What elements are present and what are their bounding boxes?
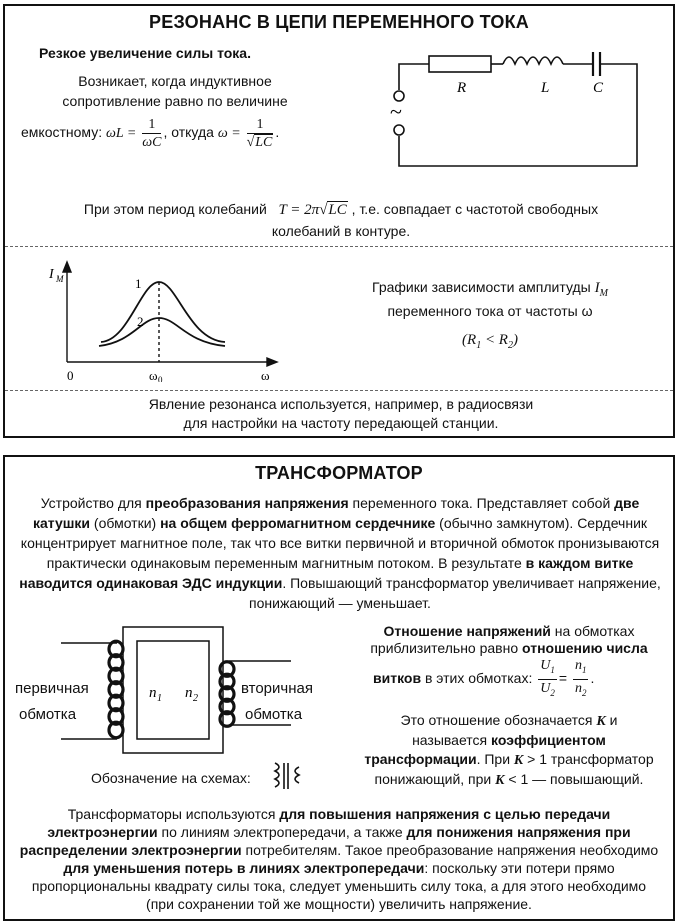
text-segment: преобразования напряжения [145, 495, 349, 511]
curve-1 [101, 282, 225, 342]
rlc-circuit-diagram [385, 44, 645, 172]
capacitor-label: C [593, 80, 604, 96]
section-divider-2 [5, 390, 673, 391]
formula-prefix: емкостному: [21, 124, 103, 141]
secondary-coil-icon [220, 662, 234, 727]
resistor-icon [429, 56, 491, 72]
formula-omega-eq: ω = [217, 126, 241, 142]
n1-sub: 1 [157, 693, 162, 704]
resonance-subtitle: Резкое увеличение силы тока. [39, 45, 251, 61]
x-axis-arrow [267, 358, 277, 366]
origin-label: 0 [67, 368, 74, 382]
omega0-sub: 0 [158, 375, 163, 382]
symbol-label: Обозначение на схемах: [91, 770, 251, 786]
resonance-title: РЕЗОНАНС В ЦЕПИ ПЕРЕМЕННОГО ТОКА [149, 12, 529, 32]
y-axis-arrow [63, 262, 71, 272]
text-segment: Устройство для [40, 495, 146, 511]
transformer-title: ТРАНСФОРМАТОР [255, 463, 423, 483]
source-terminal-bottom [394, 125, 404, 135]
omega0-label: ω [149, 368, 158, 382]
period-line: При этом период колебаний T = 2π√LC , т.е. совпадает с частотой свободных [83, 201, 599, 218]
section-divider [5, 246, 673, 247]
secondary-label-1: вторичная [241, 680, 313, 697]
resonance-text-line2: сопротивление равно по величине [62, 93, 288, 109]
primary-label-1: первичная [15, 680, 89, 697]
formula-mid-text: , откуда [163, 124, 214, 141]
curve-2-label: 2 [137, 314, 144, 329]
text-segment: Трансформаторы используются [67, 806, 280, 822]
inductor-icon [503, 57, 563, 64]
fraction-1-over-sqrt-lc: $\frac{1}{√LC}$ [246, 117, 273, 150]
voltage-ratio-fraction: $\frac{U_1}{U_2}$ [540, 658, 555, 698]
ac-source-symbol: ~ [390, 99, 402, 124]
core-outer [123, 627, 223, 753]
n2-sub: 2 [193, 693, 198, 704]
period-line2: колебаний в контуре. [271, 223, 411, 239]
fraction-1-over-omega-c: $\frac{1}{\omega C}$ [142, 117, 162, 150]
n1-label: n [149, 685, 157, 701]
core-inner [137, 641, 209, 739]
text-segment: переменного тока. Представляет собой [348, 495, 615, 511]
resonance-text-line1: Возникает, когда индуктивное [78, 73, 272, 89]
text-segment: : поскольку эти потери прямо пропорциональны квадрату силы тока, следует уменьшить силу тока, а для этого необходимо (при сохранении той же мощности) увеличить напряжение. [31, 860, 647, 912]
text-segment: (обычно замкнутом). Сердечник концентрирует магнитное поле, так что все витки первичной и вторичной обмоток пронизываются практически одинаковым переменным магнитным потоком. В результате [20, 515, 660, 571]
text-segment: . Повышающий трансформатор увеличивает напряжение, понижающий — уменьшает. [249, 575, 661, 611]
text-segment: потребителям. Такое преобразование напряжения необходимо [241, 842, 659, 858]
k-coefficient-text: Это отношение обозначается K и называется коэффициентом трансформации. При K > 1 трансформатор понижающий, при K < 1 — повышающий. [364, 712, 654, 788]
y-axis-label-sub: M [56, 274, 64, 284]
text-segment: для уменьшения потерь в линиях электропередачи [63, 860, 425, 876]
text-segment: для повышения напряжения с целью передачи электроэнергии [47, 806, 611, 840]
text-segment: две катушки [32, 495, 640, 531]
inductor-label: L [541, 80, 550, 96]
text-segment: в каждом витке наводится одинаковая ЭДС индукции [19, 555, 634, 591]
text-segment: (обмотки) [90, 515, 161, 531]
secondary-label-2: обмотка [245, 706, 303, 723]
transformer-panel [3, 455, 675, 921]
transformer-description [15, 493, 665, 613]
resonance-curves-graph [33, 256, 283, 382]
resistor-label: R [457, 80, 467, 96]
resonance-formula-line: емкостному: ωL = $\frac{1}{\omega C}$ , откуда ω = $\frac{1}{√LC}$ . [21, 117, 280, 150]
text-segment: по линиям электропередачи, а также [157, 824, 407, 840]
y-axis-label: I [49, 267, 54, 282]
resistance-relation: $(R_1 < R_2)$ [462, 332, 518, 351]
primary-coil-icon [109, 641, 123, 738]
usage-line2: для настройки на частоту передающей станции. [183, 415, 499, 431]
turns-ratio-fraction: $\frac{n_1}{n_2}$ [574, 658, 587, 698]
ratio-formula-line: витков в этих обмотках: $\frac{U_1}{U_2}$ = $\frac{n_1}{n_2}$ . [373, 657, 594, 702]
x-axis-label: ω [261, 368, 270, 382]
transformer-usage [19, 805, 659, 913]
text-segment: для понижения напряжения при распределении электроэнергии [19, 824, 631, 858]
n2-label: n [185, 685, 193, 701]
transformer-symbol-icon [267, 759, 307, 793]
ratio-text: Отношение напряжений на обмотках приблизительно равно отношению числа [370, 623, 648, 656]
graph-description-line2: переменного тока от частоты ω [387, 303, 593, 319]
formula-omega-l: ωL = [105, 126, 137, 142]
graph-description-line1: Графики зависимости амплитуды $I_M$ [372, 279, 608, 299]
primary-label-2: обмотка [19, 706, 77, 723]
period-formula: T = 2π [278, 202, 320, 218]
curve-1-label: 1 [135, 276, 142, 291]
usage-line1: Явление резонанса используется, например, в радиосвязи [148, 396, 534, 412]
resonance-panel [3, 4, 675, 438]
text-segment: на общем ферромагнитном сердечнике [160, 515, 436, 531]
